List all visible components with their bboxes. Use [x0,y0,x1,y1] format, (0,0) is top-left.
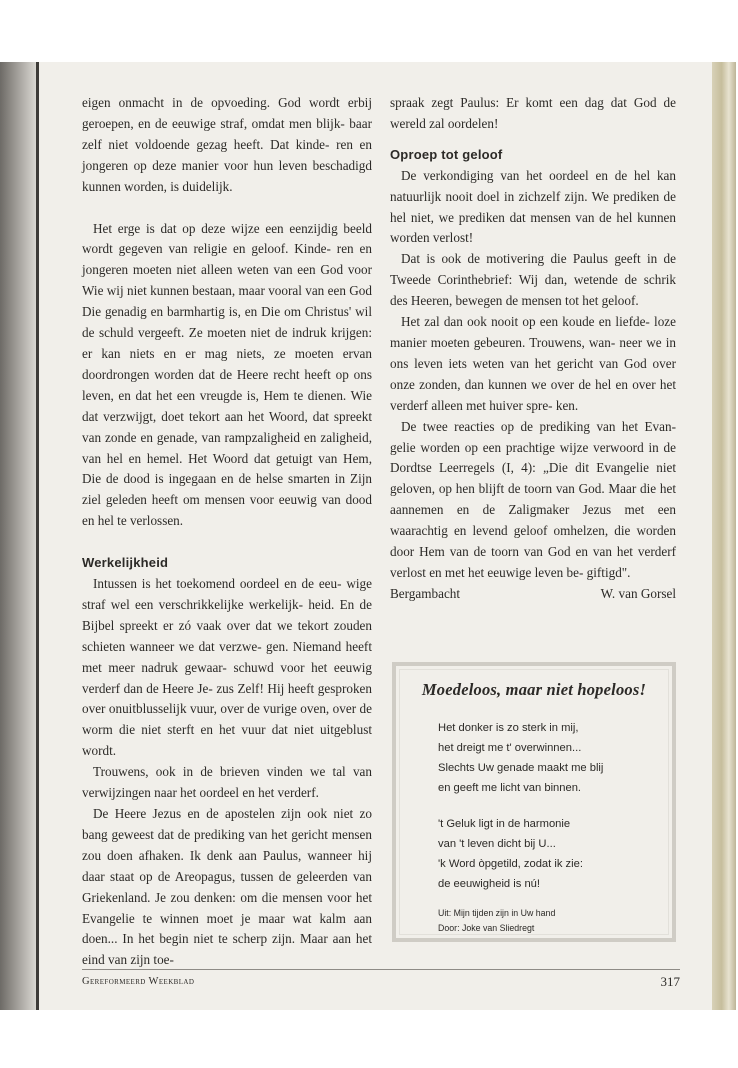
poem-line: het dreigt me t' overwinnen... [438,742,582,754]
right-paragraph-3: Dat is ook de motivering die Paulus geeft in de Tweede Corinthebrief: Wij dan, wetende de schrik des Heeren, bewegen de mensen tot het geloof. [390,251,676,309]
poem-credit [438,906,668,936]
footer-publication-name: Gereformeerd Weekblad [82,976,195,987]
left-paragraph-3: Intussen is het toekomend oordeel en de eeu- wige straf wel een verschrikkelijke werkelijk- heid. En de Bijbel spreekt er zó vaak over dat we tekort zouden schieten wanneer we dat verzwe- gen. Niemand heeft met meer nadruk gewaar- schuwd voor het eeuwig verderf dan de Heere Je- zus Zelf! Hij heeft gesproken over onuitblusselijk vuur, over de vurige oven, over de worm die niet sterft en het vuur dat niet uitgeblust wordt. [82,576,372,759]
left-paragraph-4: Trouwens, ook in de brieven vinden we tal van verwijzingen naar het oordeel en het verderf. [82,764,372,801]
signature-line [390,584,676,605]
poem-line: Slechts Uw genade maakt me blij [438,762,604,774]
poem-line: en geeft me licht van binnen. [438,782,582,794]
left-paragraph-5: De Heere Jezus en de apostelen zijn ook niet zo bang geweest dat de prediking van het gericht mensen zou doen afhaken. Ik denk aan Paulus, wanneer hij daar staat op de Areopagus, tussen de geleerden van Griekenland. Je zou denken: om die mensen voor het Evangelie te winnen moet je maar wat kalm aan doen... In het begin niet te scherp zijn. Maar aan het eind van zijn toe- [82,806,372,968]
footer-divider [82,969,680,970]
right-paragraph-1: spraak zegt Paulus: Er komt een dag dat God de wereld zal oordelen! [390,95,676,131]
poem-line: 't Geluk ligt in de harmonie [438,818,571,830]
page-spine-edge [36,62,39,1010]
left-column [82,93,372,971]
left-paragraph-2: Het erge is dat op deze wijze een eenzijdig beeld wordt gegeven van religie en geloof. Kinde- ren en jongeren moeten niet alleen weten van een God voor Wie wij niet kunnen bestaan, maar vooral van een God Die genadig en barmhartig is, en Die om Christus' wil de schuld vergeeft. Ze moeten niet de indruk krijgen: er kan niets en er mag niets, ze moeten ervan doordrongen worden dat de Heere recht heeft op ons leven, en dat het een vreugde is, Hem te dienen. Wie dat verzwijgt, doet tekort aan het Woord, dat spreekt van zonde en genade, van rampzaligheid en zaligheid, van hel en hemel. Het Woord dat getuigt van Hem, Die de dood is ingegaan en de helse smarten in Zijn ziel geleden heeft om mensen voor eeuwig van dood en hel te verlossen. [82,220,372,529]
signature-place: Bergambacht [390,585,461,601]
right-paragraph-5: De twee reacties op de prediking van het Evan- gelie worden op een prachtige wijze verwoord in de Dordtse Leerregels (I, 4): „Die dit Evangelie niet geloven, op hen blijft de toorn van God. Maar die het aannemen en de Zaligmaker Jezus met een waarachtig en levend geloof omhelzen, die worden door Hem van de toorn van God en van het verderf verlost en met het eeuwige leven be- giftigd". [390,418,676,580]
poem-line: 'k Word òpgetild, zodat ik zie: [438,858,583,870]
signature-author: W. van Gorsel [600,585,676,601]
poem-line: van 't leven dicht bij U... [438,838,556,850]
poem-line: de eeuwigheid is nú! [438,878,541,890]
poem-box [392,662,676,942]
poem-author: Door: Joke van Sliedregt [438,923,535,933]
poem-line: Het donker is zo sterk in mij, [438,722,579,734]
right-column [390,93,676,605]
section-heading-werkelijkheid: Werkelijkheid [82,555,169,571]
right-paragraph-2: De verkondiging van het oordeel en de hel kan natuurlijk nooit doel in zichzelf zijn. We prediken de hel niet, we prediken dat mensen van de hel kunnen worden verlost! [390,167,676,246]
section-heading-oproep: Oproep tot geloof [390,146,503,162]
page-stack-edge [712,62,736,1010]
poem-title: Moedeloos, maar niet hopeloos! [421,680,647,699]
right-paragraph-4: Het zal dan ook nooit op een koude en liefde- loze manier moeten gebeuren. Trouwens, wan- neer we in ons leven iets weten van het gericht van God over onze zonden, dan kunnen we over de hel en over het verderf alleen met huiver spre- ken. [390,314,676,413]
footer-page-number: 317 [660,974,680,989]
left-paragraph-1: eigen onmacht in de opvoeding. God wordt erbij geroepen, en de eeuwige straf, omdat men blijk- baar zelf niet voldoende gezag heeft. Dat kinde- ren en jongeren op deze manier voor hun leven beschadigd kunnen worden, is duidelijk. [82,95,372,194]
poem-source: Uit: Mijn tijden zijn in Uw hand [438,908,556,918]
scan-background-left [0,62,36,1010]
poem-text [438,718,668,894]
